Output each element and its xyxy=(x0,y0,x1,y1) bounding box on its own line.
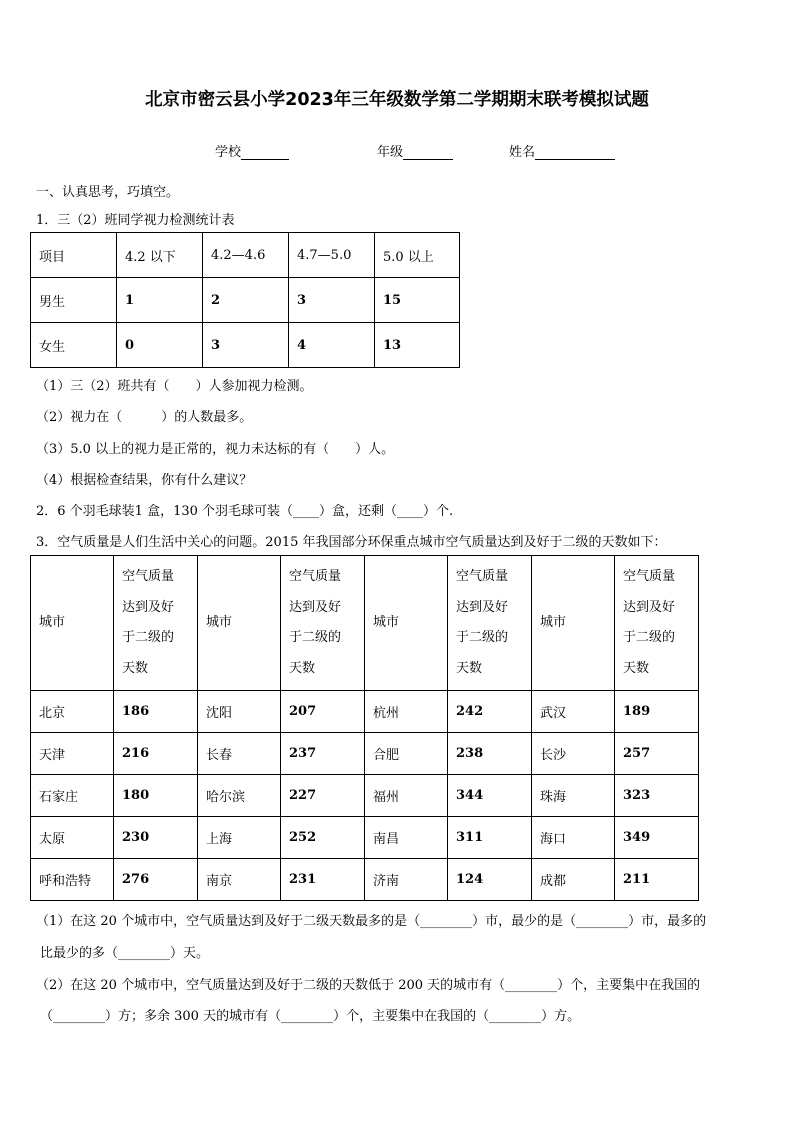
air-quality-table xyxy=(30,555,699,901)
header-days: 空气质量 达到及好 于二级的 天数 xyxy=(448,556,532,691)
days-cell: 207 xyxy=(281,691,365,733)
table-row xyxy=(31,278,460,323)
city-cell: 南昌 xyxy=(365,817,448,859)
school-label: 学校 xyxy=(215,145,242,160)
city-cell: 北京 xyxy=(31,691,114,733)
days-cell: 189 xyxy=(615,691,699,733)
city-cell: 武汉 xyxy=(532,691,615,733)
table-cell: 4.7—5.0 xyxy=(289,233,375,278)
q3-sub-1-line-1: （1）在这 20 个城市中，空气质量达到及好于二级天数最多的是（________）市，最少的是（________）市，最多的 xyxy=(36,914,707,929)
days-cell: 257 xyxy=(615,733,699,775)
days-cell: 238 xyxy=(448,733,532,775)
page-title: 北京市密云县小学2023年三年级数学第二学期期末联考模拟试题 xyxy=(145,90,649,110)
section-heading: 一、认真思考，巧填空。 xyxy=(36,185,180,200)
table-row xyxy=(31,817,699,859)
school-blank[interactable] xyxy=(241,145,289,160)
header-days: 空气质量 达到及好 于二级的 天数 xyxy=(114,556,198,691)
city-cell: 沈阳 xyxy=(198,691,281,733)
days-cell: 227 xyxy=(281,775,365,817)
table-header-row xyxy=(31,556,699,691)
table-cell: 5.0 以上 xyxy=(375,233,460,278)
city-cell: 济南 xyxy=(365,859,448,901)
name-label: 姓名 xyxy=(509,145,536,160)
city-cell: 福州 xyxy=(365,775,448,817)
table-cell: 项目 xyxy=(31,233,117,278)
city-cell: 天津 xyxy=(31,733,114,775)
table-cell: 2 xyxy=(203,278,289,323)
table-cell: 3 xyxy=(203,323,289,368)
city-cell: 海口 xyxy=(532,817,615,859)
days-cell: 230 xyxy=(114,817,198,859)
days-cell: 349 xyxy=(615,817,699,859)
table-cell: 1 xyxy=(117,278,203,323)
q3-title: 3．空气质量是人们生活中关心的问题。2015 年我国部分环保重点城市空气质量达到及好于二级的天数如下： xyxy=(36,535,667,550)
grade-blank[interactable] xyxy=(403,145,453,160)
name-blank[interactable] xyxy=(535,145,615,160)
days-cell: 124 xyxy=(448,859,532,901)
table-cell: 13 xyxy=(375,323,460,368)
city-cell: 成都 xyxy=(532,859,615,901)
header-city: 城市 xyxy=(532,556,615,691)
days-cell: 186 xyxy=(114,691,198,733)
table-row xyxy=(31,775,699,817)
table-header-row xyxy=(31,233,460,278)
header-city: 城市 xyxy=(31,556,114,691)
city-cell: 石家庄 xyxy=(31,775,114,817)
city-cell: 南京 xyxy=(198,859,281,901)
grade-label: 年级 xyxy=(377,145,404,160)
table-row xyxy=(31,859,699,901)
grade-field[interactable] xyxy=(377,141,453,160)
days-cell: 323 xyxy=(615,775,699,817)
city-cell: 长春 xyxy=(198,733,281,775)
header-city: 城市 xyxy=(365,556,448,691)
city-cell: 太原 xyxy=(31,817,114,859)
days-cell: 237 xyxy=(281,733,365,775)
days-cell: 216 xyxy=(114,733,198,775)
city-cell: 杭州 xyxy=(365,691,448,733)
table-cell: 女生 xyxy=(31,323,117,368)
table-cell: 3 xyxy=(289,278,375,323)
table-row xyxy=(31,691,699,733)
days-cell: 180 xyxy=(114,775,198,817)
days-cell: 311 xyxy=(448,817,532,859)
school-field[interactable] xyxy=(215,141,289,160)
vision-table xyxy=(30,232,460,368)
city-cell: 合肥 xyxy=(365,733,448,775)
q1-title: 1．三（2）班同学视力检测统计表 xyxy=(36,213,235,228)
city-cell: 上海 xyxy=(198,817,281,859)
table-row xyxy=(31,323,460,368)
days-cell: 252 xyxy=(281,817,365,859)
days-cell: 242 xyxy=(448,691,532,733)
table-cell: 15 xyxy=(375,278,460,323)
days-cell: 276 xyxy=(114,859,198,901)
header-city: 城市 xyxy=(198,556,281,691)
q1-sub-2: （2）视力在（ ）的人数最多。 xyxy=(36,410,253,425)
city-cell: 珠海 xyxy=(532,775,615,817)
q3-sub-1-line-2: 比最少的多（________）天。 xyxy=(40,946,210,961)
q1-sub-4: （4）根据检查结果，你有什么建议？ xyxy=(36,473,253,488)
q1-sub-1: （1）三（2）班共有（ ）人参加视力检测。 xyxy=(36,379,313,394)
city-cell: 呼和浩特 xyxy=(31,859,114,901)
q3-sub-2-line-1: （2）在这 20 个城市中，空气质量达到及好于二级的天数低于 200 天的城市有（________）个，主要集中在我国的 xyxy=(36,978,701,993)
table-cell: 4 xyxy=(289,323,375,368)
table-cell: 4.2—4.6 xyxy=(203,233,289,278)
city-cell: 长沙 xyxy=(532,733,615,775)
table-cell: 男生 xyxy=(31,278,117,323)
days-cell: 211 xyxy=(615,859,699,901)
q2-text: 2．6 个羽毛球装1 盒，130 个羽毛球可装（____）盒，还剩（____）个. xyxy=(36,504,454,519)
table-cell: 0 xyxy=(117,323,203,368)
q1-sub-3: （3）5.0 以上的视力是正常的，视力未达标的有（ ）人。 xyxy=(36,442,395,457)
table-cell: 4.2 以下 xyxy=(117,233,203,278)
table-row xyxy=(31,733,699,775)
header-days: 空气质量 达到及好 于二级的 天数 xyxy=(615,556,699,691)
days-cell: 231 xyxy=(281,859,365,901)
q3-sub-2-line-2: （________）方；多余 300 天的城市有（________）个，主要集中在我国的（________）方。 xyxy=(40,1009,581,1024)
city-cell: 哈尔滨 xyxy=(198,775,281,817)
days-cell: 344 xyxy=(448,775,532,817)
header-days: 空气质量 达到及好 于二级的 天数 xyxy=(281,556,365,691)
name-field[interactable] xyxy=(509,141,615,160)
